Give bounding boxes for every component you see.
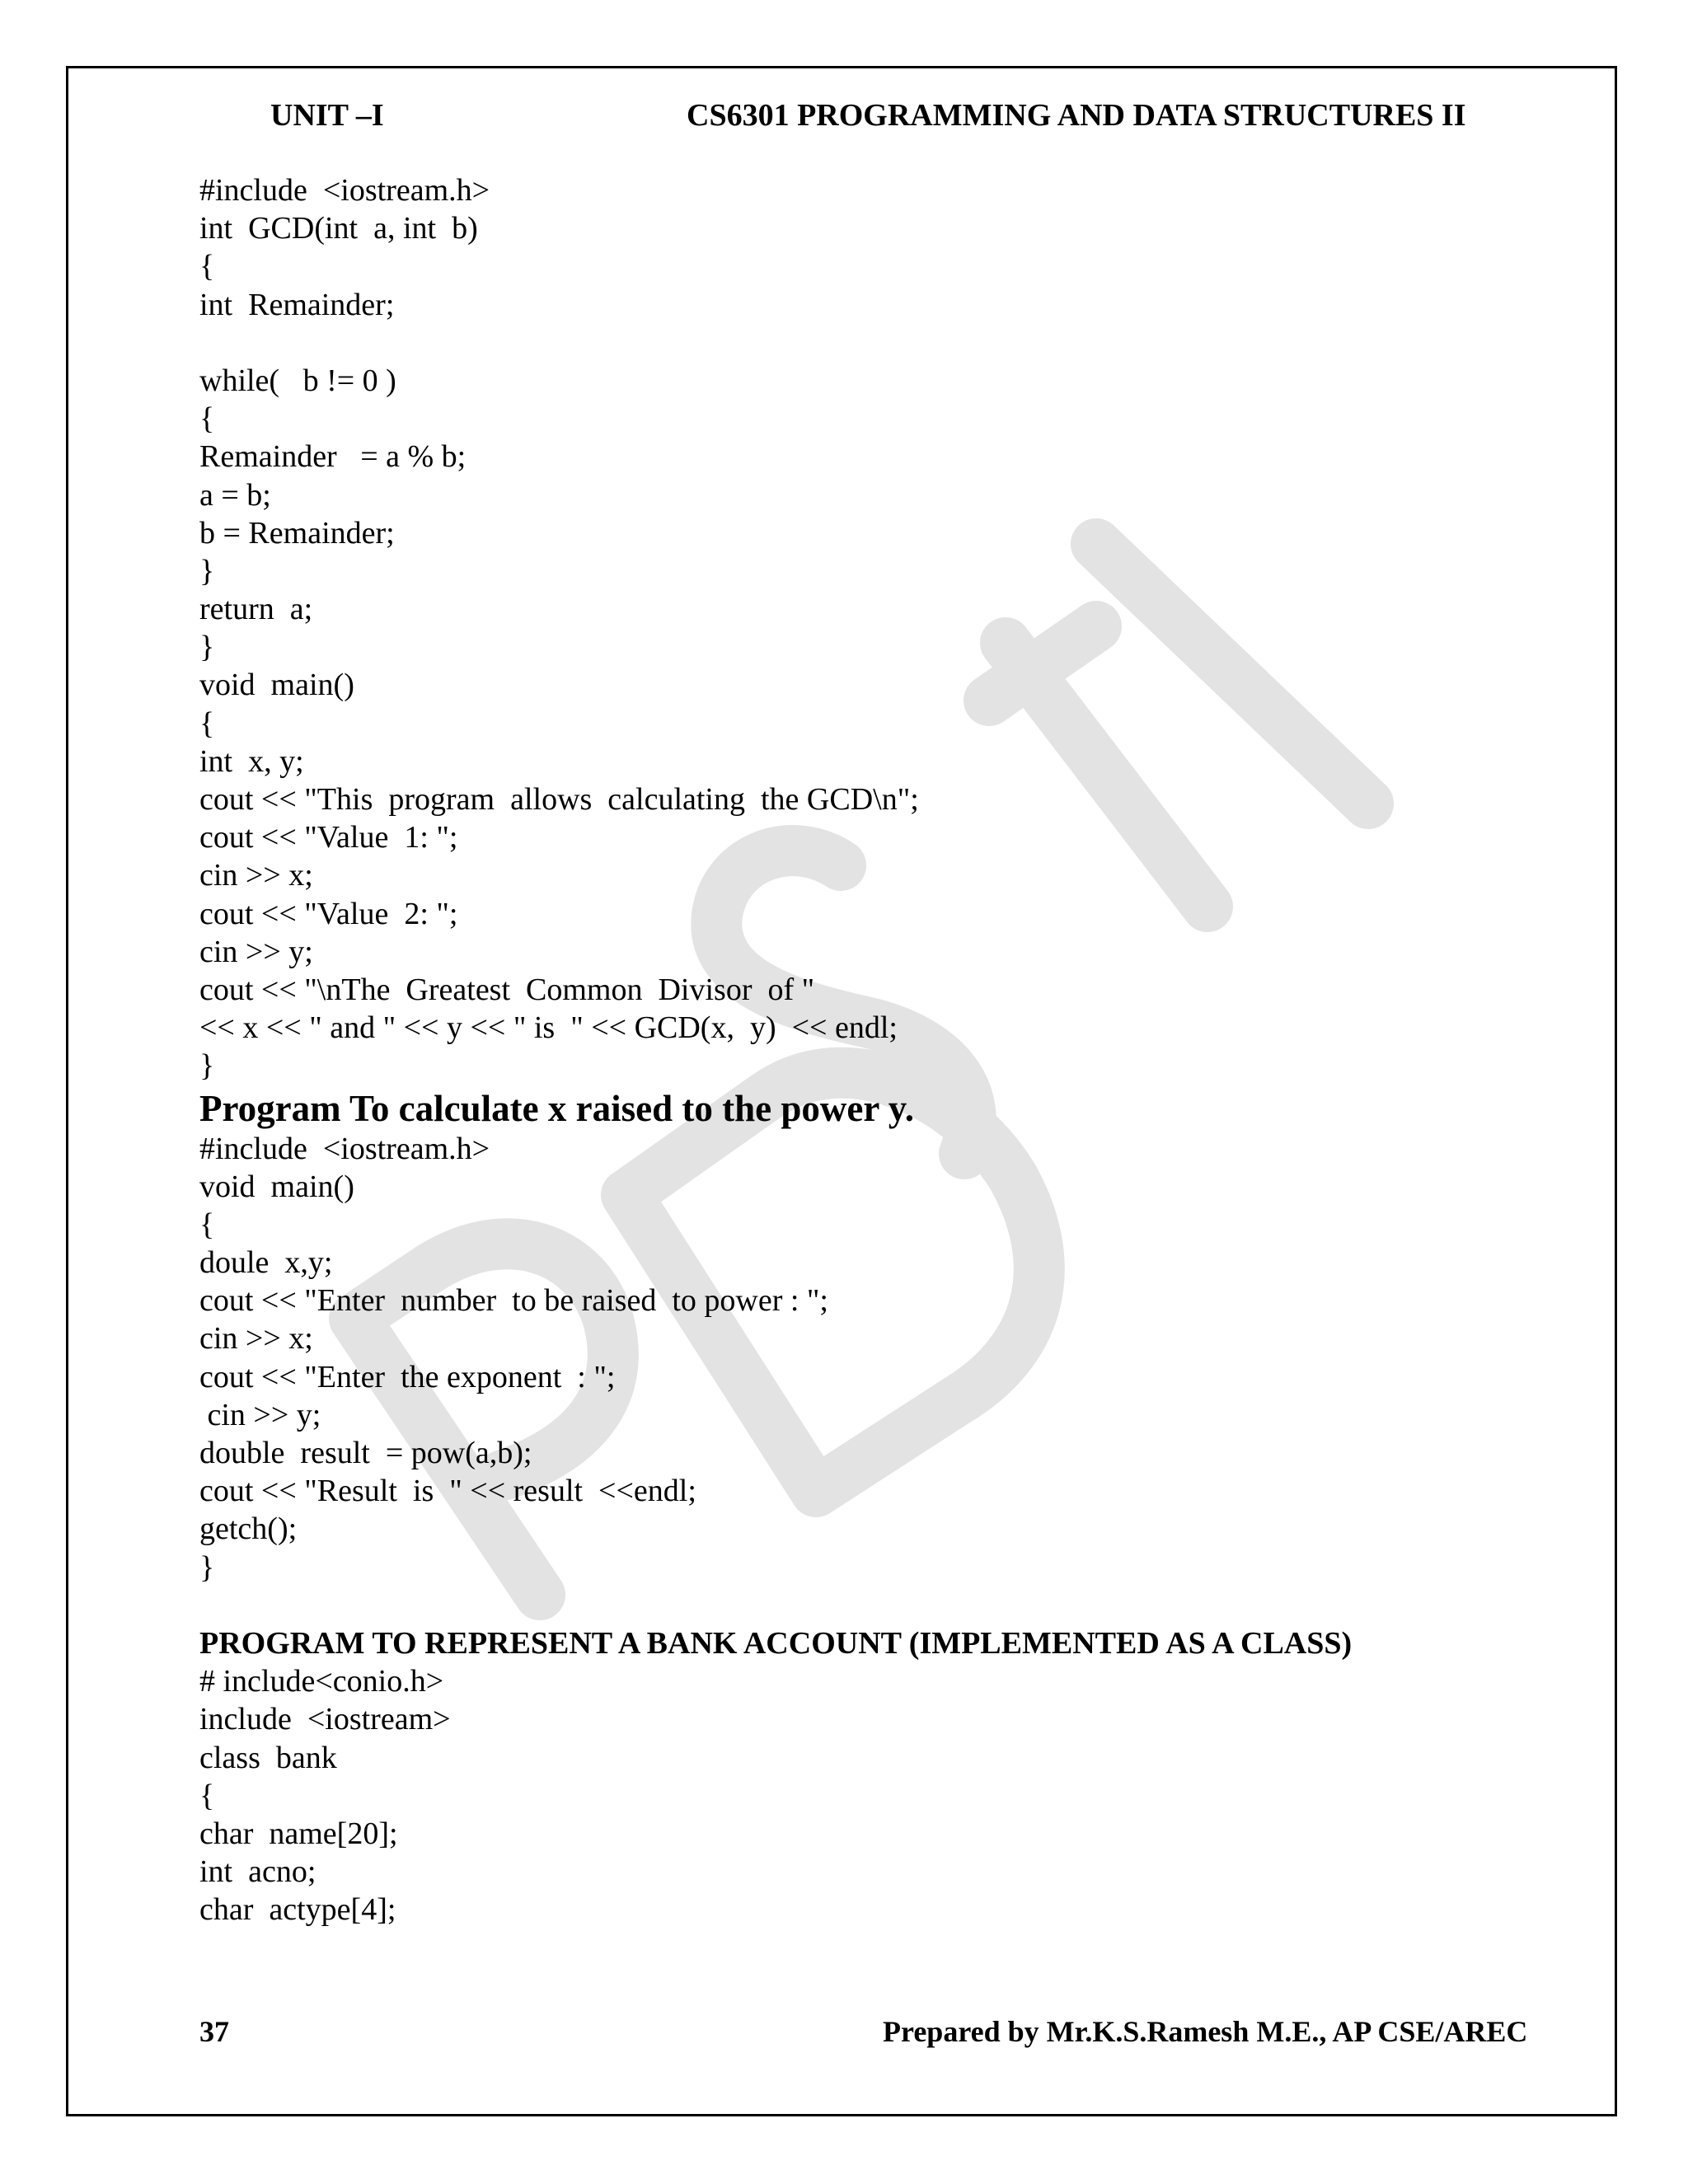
code-line: int acno; [199, 1854, 316, 1890]
code-line: int GCD(int a, int b) [199, 211, 478, 246]
code-line: char name[20]; [199, 1816, 398, 1851]
code-line: doule x,y; [199, 1245, 333, 1281]
prepared-by: Prepared by Mr.K.S.Ramesh M.E., AP CSE/AREC [883, 2015, 1528, 2048]
bank-code-block [199, 1662, 1601, 1929]
code-line: a = b; [199, 477, 271, 513]
code-line: { [199, 705, 215, 741]
code-line: } [199, 553, 215, 588]
code-line: # include<conio.h> [199, 1664, 444, 1699]
code-line: while( b != 0 ) [199, 363, 396, 398]
section-spacer [199, 1586, 1601, 1624]
bank-program-heading: PROGRAM TO REPRESENT A BANK ACCOUNT (IMPLEMENTED AS A CLASS) [199, 1625, 1353, 1661]
code-line [199, 324, 1601, 362]
code-line: { [199, 1778, 215, 1813]
code-line: } [199, 630, 215, 665]
code-line: cout << "This program allows calculating the GCD\n"; [199, 782, 919, 817]
code-line: int x, y; [199, 743, 304, 779]
course-title: CS6301 PROGRAMMING AND DATA STRUCTURES II [687, 98, 1466, 133]
code-line: void main() [199, 668, 354, 703]
gcd-code-block [199, 171, 1601, 1085]
code-line: b = Remainder; [199, 515, 395, 551]
code-line: cout << "Enter number to be raised to power : "; [199, 1283, 828, 1319]
code-line: #include <iostream.h> [199, 173, 490, 208]
document-body [199, 171, 1601, 1929]
code-line: void main() [199, 1169, 354, 1204]
code-line: cout << "Enter the exponent : "; [199, 1359, 616, 1394]
code-line: } [199, 1549, 215, 1585]
power-code-block [199, 1130, 1601, 1586]
code-line: int Remainder; [199, 287, 395, 322]
code-line: { [199, 1207, 215, 1242]
code-line: << x << " and " << y << " is " << GCD(x, y) << endl; [199, 1010, 898, 1046]
power-program-heading: Program To calculate x raised to the power y. [199, 1087, 914, 1129]
code-line: cin >> y; [199, 934, 313, 969]
code-line: cout << "Value 1: "; [199, 820, 458, 855]
page-number: 37 [199, 2015, 229, 2048]
code-line: class bank [199, 1740, 337, 1775]
code-line: return a; [199, 592, 313, 627]
code-line: include <iostream> [199, 1702, 451, 1737]
code-line: double result = pow(a,b); [199, 1436, 532, 1470]
code-line: cin >> x; [199, 858, 313, 893]
code-line: { [199, 401, 215, 437]
code-line: cin >> y; [199, 1397, 321, 1432]
code-line: cout << "Value 2: "; [199, 896, 458, 931]
code-line: #include <iostream.h> [199, 1131, 490, 1166]
code-line: } [199, 1048, 215, 1084]
code-line: getch(); [199, 1511, 298, 1547]
code-line: cout << "\nThe Greatest Common Divisor of " [199, 972, 815, 1007]
code-line: { [199, 249, 215, 284]
code-line: char actype[4]; [199, 1892, 396, 1928]
code-line: cout << "Result is " << result <<endl; [199, 1474, 696, 1509]
code-line: Remainder = a % b; [199, 439, 467, 475]
unit-label: UNIT –I [270, 98, 384, 133]
code-line: cin >> x; [199, 1321, 313, 1357]
